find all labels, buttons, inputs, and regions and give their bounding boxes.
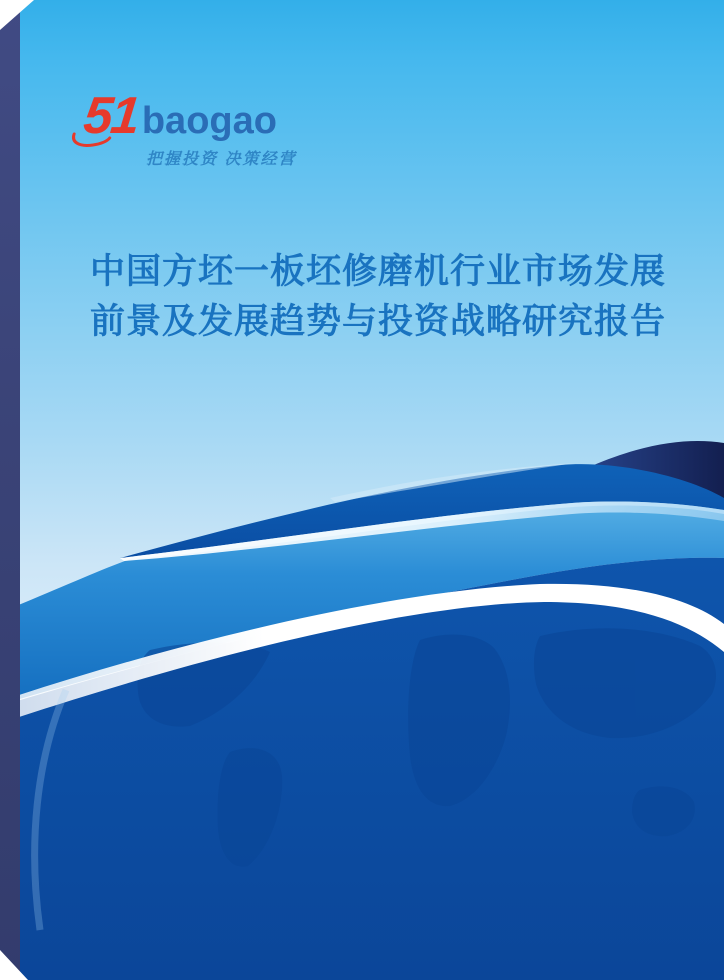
logo bbox=[80, 87, 297, 169]
left-accent-bar bbox=[0, 0, 20, 980]
report-title bbox=[90, 247, 665, 347]
title-line-1: 中国方坯一板坯修磨机行业市场发展 bbox=[90, 252, 667, 291]
logo-wordmark: baogao bbox=[141, 100, 277, 142]
logo-swoosh-icon bbox=[68, 132, 112, 150]
title-line-2: 前景及发展趋势与投资战略研究报告 bbox=[90, 302, 667, 341]
logo-51-text: 51 bbox=[80, 87, 141, 145]
logo-row bbox=[80, 87, 296, 145]
logo-tagline: 把握投资 决策经营 bbox=[146, 151, 297, 168]
logo-51-mark bbox=[80, 87, 144, 145]
